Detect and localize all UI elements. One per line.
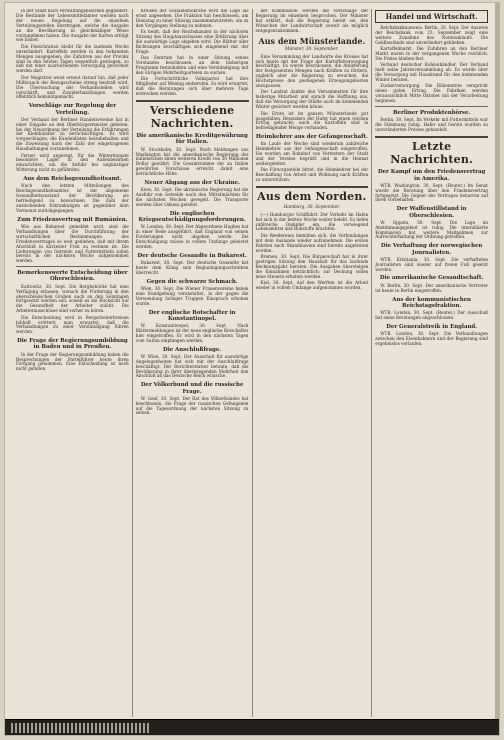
article-paragraph: Im Laufe der Woche sind wiederum zahlreiche Heimkehrer aus der Gefangenschaft eingetroffen. Sie wurden am Bahnhof von Vertretern der Stadt und der Vereine begrüßt und in die Heimat weitergeleitet.: [255, 141, 369, 167]
article-paragraph: WTB. London, 30. Sept. Die Verhandlungen zwischen den Eisenbahnern und der Regierung sind ergebnislos verlaufen.: [375, 330, 488, 346]
article-paragraph: Der Landrat dankte den Versammelten für ihre bisherige Mitarbeit und sprach die Hoffnung aus, daß die Versorgung der Städte auch im kommenden Winter gesichert werden könne.: [255, 89, 369, 110]
article-heading: Der Generalstreik in England.: [386, 323, 478, 330]
article-paragraph: W. Oppeln, 30. Sept. Die Lage im Abstimmungsgebiet ist ruhig. Die interalliierte Kommission hat weitere Maßnahmen zur Aufrechterhaltung der Ordnung getroffen.: [375, 219, 488, 240]
article-heading: Heimkehrer aus der Gefangenschaft.: [255, 134, 368, 141]
section-rule: [256, 186, 369, 188]
article-paragraph: Verband deutscher Kohlenhändler. Der Verband hielt seine Jahresversammlung ab. Es wurde über die Versorgung mit Hausbrand für den kommenden Winter beraten.: [375, 62, 488, 83]
dateline: Hamburg, 30. September.: [283, 204, 341, 210]
article-paragraph: W. Konstantinopel, 30. Sept. Nach Blättermeldungen ist der neue englische Botschafter hier eingetroffen. Er wird in den nächsten Tagen vom Sultan empfangen werden.: [135, 322, 249, 343]
article-heading: Zum Friedensvertrag mit Rumänien.: [17, 216, 128, 223]
article-paragraph: Berlin, 30. Sept. Im Verkehr mit Futtermitteln war die Stimmung ruhig. Hafer und Gerste wurden zu unveränderten Preisen gehandelt.: [375, 117, 488, 133]
article-heading: Berliner Produktenbörse.: [392, 110, 471, 117]
column-3: [252, 9, 372, 717]
article-heading: Die Frage der Regierungsumbildung in Baden und in Preußen.: [17, 338, 128, 351]
article-paragraph: Die Fleischration bleibt für die laufende Woche unverändert. Kartoffeln werden in den bekannten Mengen ausgegeben; die Zufuhren aus der Provinz sind in den letzten Tagen wesentlich gestiegen, so daß mit einer ausreichenden Versorgung gerechnet werden darf.: [16, 43, 129, 74]
article-paragraph: WTB. Washington, 30. Sept. (Reuter.) Im Senat wurde die Beratung über den Friedensvertrag fortgesetzt. Die Gegner des Vertrages beharren auf ihren Vorbehalten.: [375, 182, 488, 203]
article-heading: Die englischen Kriegsentschädigungsforderungen.: [138, 210, 246, 224]
article-paragraph: Der Verband der Berliner Handelsvereine hat in einer Eingabe an den Oberbürgermeister gebeten, bei der Neuordnung der Verteilung die Erfahrungen der Kleinhändler zu berücksichtigen. Es wird vorgeschlagen, die Kundenlisten beizubehalten und die Zuweisung nach der Zahl der eingetragenen Haushaltungen vorzunehmen.: [16, 116, 129, 152]
article-paragraph: in der Stadt nach Verwaltungsbezirken gegliedert. Die Bestände der Lebensmittelämter werden nach der neuen Regelung auf die einzelnen Verteilungsstellen übertragen, welche die Ausgabe an die Bevölkerung in gleichmäßiger Weise vorzunehmen haben. Die Ausgabe der Karten erfolgt wie bisher.: [16, 9, 129, 43]
page-spine: [495, 3, 499, 735]
article-heading: Bemerkenswerte Entscheidung über Oberschlesien.: [17, 270, 128, 283]
article-paragraph: Wien, 30. Sept. Die Wiener Frauenvereine haben eine Kundgebung veranstaltet, in der gegen die Verwendung farbiger Truppen Einspruch erhoben wurde.: [135, 285, 249, 306]
article-paragraph: W. Genf, 30. Sept. Der Rat des Völkerbundes hat beschlossen, die Frage der russischen Gefangenen auf die Tagesordnung der nächsten Sitzung zu setzen.: [135, 395, 249, 416]
dateline: Münster, 30. September.: [285, 46, 339, 52]
article-paragraph: Bukarest, 30. Sept. Der deutsche Gesandte hat heute dem König sein Beglaubigungsschreiben überreicht.: [135, 260, 249, 275]
article-heading: Der englische Botschafter in Konstantinopel.: [148, 309, 236, 322]
article-paragraph: Zuckerversorgung. Die Rübenernte verspricht einen guten Ertrag. Die Fabriken werden voraussichtlich Mitte Oktober mit der Verarbeitung beginnen.: [375, 83, 488, 104]
article-heading: Aus dem Münsterlande.: [258, 35, 366, 46]
article-paragraph: W. Berlin, 30. Sept. Der amerikanische Vertreter ist heute in Berlin eingetroffen.: [375, 282, 488, 293]
column-4: [371, 9, 491, 717]
article-paragraph: WTB. Kristiania, 30. Sept. Die verhafteten Journalisten sind wieder auf freien Fuß gesetzt worden.: [375, 256, 488, 272]
section-box-heading: Handel und Wirtschaft.: [375, 10, 488, 23]
article-paragraph: W. Wien, 30. Sept. Der Ausschuß für auswärtige Angelegenheiten hat sich mit der Anschlußfrage beschäftigt. Der Berichterstatter betonte, daß die Bevölkerung in ihrer überwiegenden Mehrheit den Anschluß an das Deutsche Reich wünsche.: [135, 353, 249, 379]
article-paragraph: Es heißt, daß der Reichskanzler in der nächsten Sitzung des Hauptausschusses eine Erklärung über die auswärtige Lage abgeben wird. Die Blätter aller Richtungen beschäftigen sich eingehend mit der Frage.: [135, 29, 249, 54]
page-footer: [5, 719, 499, 735]
article-paragraph: Nach den letzten Mitteilungen des Reichsgesundheitsamtes ist der allgemeine Gesundheitszustand der Bevölkerung als befriedigend zu bezeichnen. Die Zahl der ansteckenden Erkrankungen ist gegenüber dem Vormonat zurückgegangen.: [16, 183, 129, 213]
article-heading: Der Waffenstillstand in Oberschlesien.: [396, 206, 467, 219]
article-heading: Die amerikanische Gesandtschaft.: [379, 275, 484, 282]
article-paragraph: Kartoffelmarkt. Die Zufuhren an den Berliner Markt waren in der vergangenen Woche reichlich. Die Preise blieben fest.: [375, 46, 488, 61]
article-paragraph: (—) Hamburger Schiffahrt. Der Verkehr im Hafen hat sich in der letzten Woche weiter belebt. Es liefen zahlreiche Dampfer ein, die vorwiegend Lebensmittel und Rohstoffe brachten.: [255, 211, 369, 232]
article-paragraph: der Kommission werden die Vorschläge der Regierung im einzelnen besprochen. Der Minister hat erklärt, daß die Regierung bereit sei, den Wünschen der Landwirtschaft soweit als möglich entgegenzukommen.: [255, 9, 369, 33]
article-paragraph: Reichsbankausweis. Berlin, 30. Sept. Der Ausweis der Reichsbank vom 23. September zeigt eine weitere Zunahme des Notenumlaufs. Die Goldbestände sind unverändert geblieben.: [375, 25, 488, 45]
article-heading: Neuer Abgang aus der Ukraine.: [144, 180, 240, 187]
article-heading: Vorschläge zur Regelung der Verteilung.: [28, 103, 117, 116]
newspaper-page: [4, 2, 500, 736]
archive-strip: [11, 723, 151, 733]
column-rule: [16, 266, 129, 267]
column-1: [13, 9, 132, 717]
article-heading: Die Anschlußfrage.: [163, 346, 222, 353]
column-2: [132, 9, 252, 717]
article-paragraph: Kiel, 30. Sept. Auf den Werften ist die Arbeit wieder in vollem Umfange aufgenommen worden.: [255, 280, 369, 290]
section-heading: Letzte Nachrichten.: [390, 140, 474, 166]
article-paragraph: Der Magistrat weist erneut darauf hin, daß jeder Mißbrauch der Bezugsscheine streng bestraft wird. Die Überwachung der Verkaufsstellen wird verschärft, und Zuwiderhandlungen werden öffentlich bekanntgemacht.: [16, 74, 129, 100]
article-heading: Die amerikanische Kreditgewährung für Italien.: [136, 133, 248, 146]
article-heading: Die Verhaftung der norwegischen Journalisten.: [380, 243, 483, 256]
article-paragraph: W. Stockholm, 30. Sept. Nach Meldungen aus Washington hat die amerikanische Regierung der italienischen einen weiteren Kredit von 50 Millionen Dollar gewährt. Die Gesamtsumme der an Italien gewährten Vorschüsse erreicht damit eine beträchtliche Höhe.: [135, 146, 249, 177]
article-paragraph: Die Fürsorgestelle bittet, die Heimkehrer bei der Beschaffung von Arbeit und Wohnung nach Kräften zu unterstützen.: [255, 167, 369, 183]
article-paragraph: W. London, 30. Sept. Der Abgeordnete Hughes hat in einer Rede ausgeführt, daß England von seinen Forderungen nicht abgehen werde. Die Entschädigung müsse in vollem Umfange geleistet werden.: [135, 224, 249, 249]
article-paragraph: Ferner wird angeregt, für die Wintermonate besondere Lager in den Außenbezirken einzurichten, um die Anfuhr bei ungünstiger Witterung nicht zu gefährden.: [16, 152, 129, 173]
article-paragraph: Kreisen der Sozialdemokratie wird die Lage als ernst angesehen. Die Fraktion hat beschlossen, am Dienstag zu einer Sitzung zusammenzutreten, um zu den Vorgängen Stellung zu nehmen.: [135, 9, 249, 28]
article-heading: Der deutsche Gesandte in Bukarest.: [137, 252, 247, 259]
article-heading: Gegen die schwarze Schmach.: [146, 278, 238, 285]
article-heading: Der Völkerbund und die russische Frage.: [140, 382, 244, 395]
section-heading: Aus dem Norden.: [257, 190, 367, 204]
article-paragraph: Die Ernte ist im ganzen Münsterlande gut ausgefallen. Besonders der Hafer hat einen reichen Ertrag gebracht; auch die Kartoffeln sind in befriedigender Menge vorhanden.: [255, 110, 369, 131]
article-paragraph: Die Entscheidung wird in Bergarbeiterkreisen lebhaft erörtert; man erwartet, daß die Verhandlungen zu einer Verständigung führen werden.: [16, 314, 129, 335]
article-paragraph: Die Fortschrittliche Volkspartei hat ihre Mitglieder auf Montag einberufen. Es wird erwartet, daß die Beratungen sich über mehrere Tage erstrecken werden.: [135, 76, 249, 96]
article-heading: Der Kampf um den Friedensvertrag in Amerika.: [377, 169, 486, 182]
article-paragraph: WTB. London, 30. Sept. (Reuter.) Der Ausschuß hat seine Beratungen abgeschlossen.: [375, 309, 488, 320]
article-paragraph: Kiew, 30. Sept. Die ukrainische Regierung hat die Ausfuhr von Getreide nach den Mittelmächten für die nächsten Wochen geregelt. Die Transporte werden über Odessa geleitet.: [135, 187, 249, 207]
article-paragraph: Die Reedereien bemühen sich, die Verbindungen mit dem Auslande wieder aufzunehmen. Die ersten Fahrten nach Skandinavien sind bereits angetreten worden.: [255, 232, 369, 253]
article-heading: Aus dem Reichsgesundheitsamt.: [23, 176, 122, 183]
section-rule: [136, 100, 249, 102]
article-paragraph: Kattowitz, 30. Sept. Die Bergbehörde hat eine Verfügung erlassen, wonach die Förderung in den oberschlesischen Gruben auch an den Sonntagen fortgesetzt werden soll, soweit es die Rücksicht auf die Gesundheit der Arbeiter zuläßt. Die Arbeiterausschüsse sind vorher zu hören.: [16, 283, 129, 314]
article-paragraph: Bremen, 30. Sept. Die Bürgerschaft hat in ihrer gestrigen Sitzung den Haushalt für das laufende Rechnungsjahr beraten. Die Ausgaben übersteigen die Einnahmen beträchtlich; zur Deckung sollen neue Steuern erhoben werden.: [255, 253, 369, 279]
article-paragraph: Eine Versammlung der Landwirte des Kreises hat sich heute mit der Frage der Kartoffelversorgung beschäftigt. Es wurde beschlossen, die Ablieferung der festgesetzten Mengen nach Kräften zu fördern, zugleich aber die Regierung zu ersuchen, die Höchstpreise den gestiegenen Erzeugungskosten anzupassen.: [255, 53, 369, 89]
article-paragraph: Wie aus Bukarest gemeldet wird, sind die Verhandlungen über die Durchführung der wirtschaftlichen Bestimmungen des Friedensvertrages so weit gediehen, daß mit ihrem Abschluß in kürzester Frist zu rechnen ist. Die Lieferungen von Getreide und Futtermitteln sollen bereits in der nächsten Woche aufgenommen werden.: [16, 224, 129, 264]
column-rule: [375, 106, 488, 107]
article-heading: Aus der kommunistischen Reichstagsfraktion.: [392, 296, 471, 309]
article-paragraph: Das Zentrum hat in einer Sitzung seines Vorstandes beschlossen, an dem bisherigen Programm festzuhalten und eine Verständigung mit den übrigen Mehrheitsparteien zu suchen.: [135, 55, 249, 75]
section-rule: [375, 136, 488, 138]
article-paragraph: In der Frage der Regierungsumbildung haben die Besprechungen der Parteiführer heute ihren Fortgang genommen. Eine Entscheidung ist noch nicht gefallen.: [16, 351, 129, 372]
columns: [13, 9, 491, 717]
section-heading: Verschiedene Nachrichten.: [149, 103, 235, 130]
